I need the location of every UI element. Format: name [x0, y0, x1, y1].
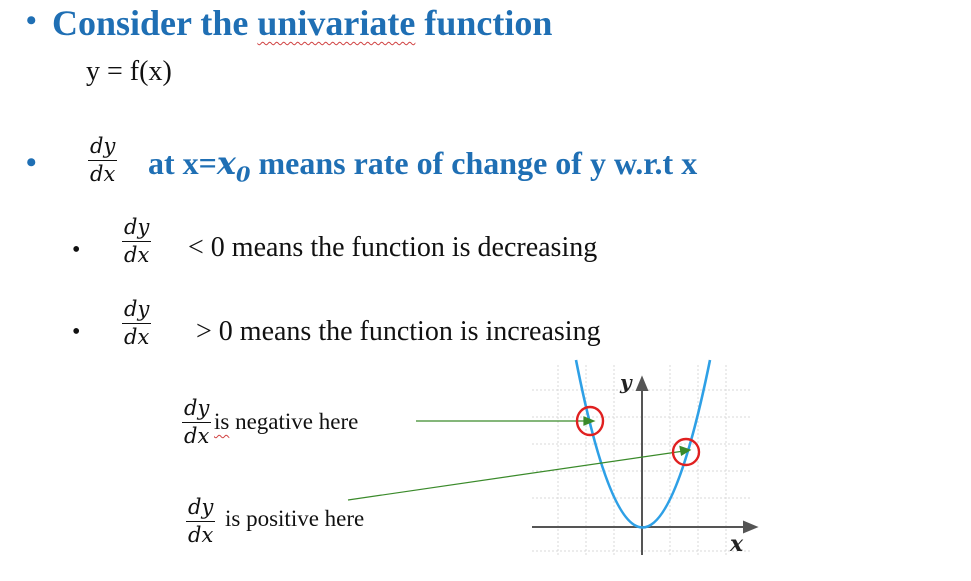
x-axis-arrow	[744, 522, 756, 532]
fraction-numerator: dy	[124, 297, 150, 321]
heading-text-end: means rate of change of y w.r.t x	[250, 145, 698, 181]
heading-text-end: function	[415, 3, 553, 43]
heading-text-start: Consider the	[52, 3, 258, 43]
y-axis-label: y	[620, 370, 632, 394]
fraction-denominator: dx	[184, 424, 210, 448]
fraction-denominator: dx	[188, 523, 214, 547]
decreasing-text: < 0 means the function is decreasing	[188, 232, 598, 263]
red-circles	[577, 407, 699, 465]
bullet-2-marker: •	[26, 146, 37, 179]
heading-text-start: at x=	[148, 145, 217, 181]
y-axis-arrow	[637, 378, 647, 390]
fraction-numerator: dy	[124, 215, 150, 239]
bullet-1-marker: •	[26, 4, 37, 37]
fraction-denominator: dx	[90, 162, 116, 186]
fraction-denominator: dx	[124, 325, 150, 349]
equation-y-fx: y = f(x)	[86, 56, 172, 87]
x-axis-label: x	[730, 531, 744, 557]
increasing-text: > 0 means the function is increasing	[196, 316, 601, 347]
fraction-numerator: dy	[184, 396, 210, 420]
sub-bullet-2-marker: •	[72, 319, 81, 345]
fraction-numerator: dy	[188, 495, 214, 519]
x-naught-subscript: 0	[235, 161, 251, 187]
negative-label-rest: negative here	[229, 409, 359, 434]
spellcheck-word: univariate	[257, 3, 416, 43]
pointer-lines	[348, 417, 690, 500]
positive-pointer-line	[348, 451, 684, 500]
fraction-numerator: dy	[90, 134, 116, 158]
spellcheck-word: is	[214, 409, 230, 434]
sub-bullet-1-marker: •	[72, 237, 81, 263]
fraction-denominator: dx	[124, 243, 150, 267]
positive-label: is positive here	[225, 506, 365, 531]
x-naught-var: x	[216, 144, 236, 182]
